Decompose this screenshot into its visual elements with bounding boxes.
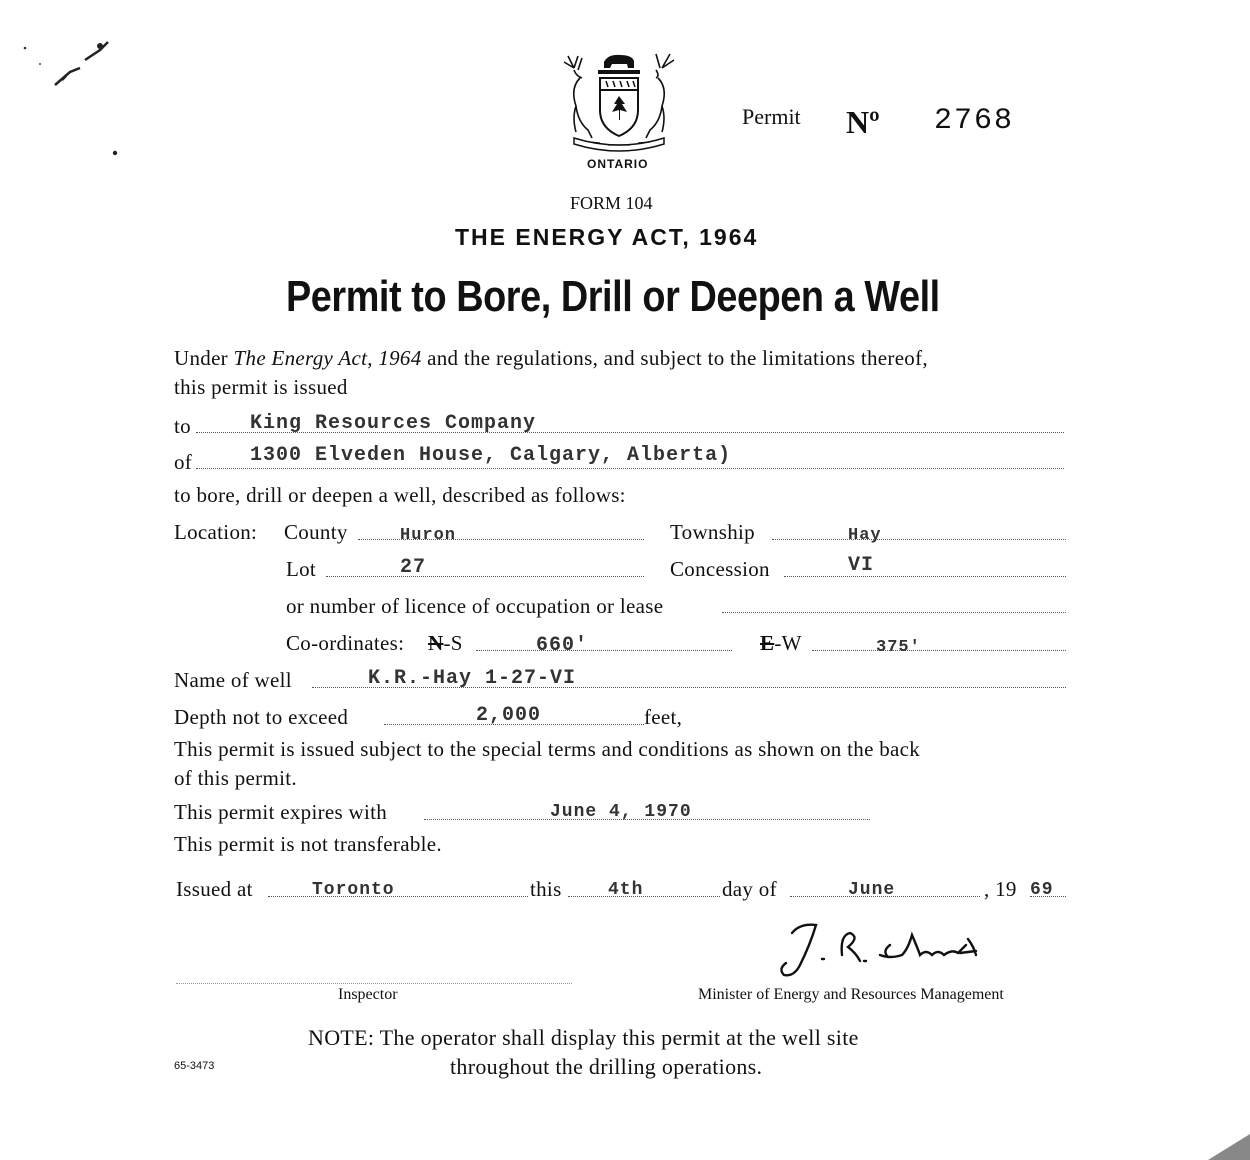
well-name-label: Name of well [174,668,292,692]
month-value: June [848,880,896,900]
issued-at-value: Toronto [312,880,395,900]
lot-line [326,576,644,577]
ew-label: -W [774,631,802,655]
township-line [772,539,1066,540]
to-label: to [174,414,191,438]
page-corner [1202,1120,1250,1160]
day-of-label: day of [722,877,777,901]
intro-line-1 [174,346,928,371]
note-text-1: The operator shall display this permit at the well site [379,1025,859,1050]
to-value: King Resources Company [250,412,537,435]
concession-value: VI [848,554,875,577]
permit-label: Permit [742,104,801,129]
of-line [196,468,1064,469]
terms-line-2: of this permit. [174,766,297,790]
depth-value: 2,000 [476,704,542,727]
of-value: 1300 Elveden House, Calgary, Alberta) [250,444,732,467]
ns-label: -S [443,631,463,655]
year-value: 69 [1030,880,1054,900]
issued-at-line [268,896,528,897]
this-label: this [530,877,562,901]
note-label: NOTE: [308,1025,375,1050]
description-intro: to bore, drill or deepen a well, described as follows: [174,483,626,507]
issued-at-label: Issued at [176,877,253,901]
handwritten-signature-icon [770,915,1000,987]
ew-field [760,631,802,656]
licence-label: or number of licence of occupation or lease [286,594,664,618]
expires-label: This permit expires with [174,800,388,824]
ew-value: 375' [876,638,921,657]
year-prefix: , 19 [984,877,1017,901]
of-label: of [174,450,193,474]
township-label: Township [670,520,755,544]
number-mark: Nº [846,104,880,140]
form-number: FORM 104 [570,193,653,213]
minister-label: Minister of Energy and Resources Management [698,986,1004,1003]
ns-struck: N [428,631,444,655]
intro-rest: and the regulations, and subject to the limitations thereof, [427,346,928,370]
ns-field [428,631,463,656]
ns-value: 660' [536,634,589,657]
ink-marks [0,0,140,180]
main-title: Permit to Bore, Drill or Deepen a Well [286,272,940,321]
note-line-1 [308,1025,859,1051]
concession-label: Concession [670,557,770,581]
coords-label: Co-ordinates: [286,631,405,655]
county-label: County [284,520,348,544]
ew-line [812,650,1066,651]
day-value: 4th [608,880,644,900]
ew-struck: E [760,631,775,655]
location-label: Location: [174,520,258,544]
intro-act-name: The Energy Act, 1964 [233,346,422,370]
concession-line [784,576,1066,577]
not-transferable: This permit is not transferable. [174,832,442,856]
depth-label: Depth not to exceed [174,705,349,729]
well-name-value: K.R.-Hay 1-27-VI [368,667,577,690]
intro-line-2: this permit is issued [174,375,348,399]
ontario-coat-of-arms-icon [560,48,678,152]
township-value: Hay [848,526,882,545]
expires-value: June 4, 1970 [550,802,692,822]
note-line-2: throughout the drilling operations. [450,1054,763,1079]
lot-label: Lot [286,557,317,581]
inspector-line [176,983,572,984]
ns-line [476,650,732,651]
act-title: THE ENERGY ACT, 1964 [455,224,759,250]
inspector-label: Inspector [338,986,398,1003]
licence-line [722,612,1066,613]
lot-value: 27 [400,556,427,579]
permit-number: 2768 [934,104,1015,138]
day-line [568,896,720,897]
terms-line-1: This permit is issued subject to the special terms and conditions as shown on the back [174,737,921,761]
depth-unit: feet, [644,705,683,729]
county-value: Huron [400,526,457,545]
form-code: 65-3473 [174,1060,215,1072]
intro-under: Under [174,346,228,370]
province-name: ONTARIO [587,157,649,171]
